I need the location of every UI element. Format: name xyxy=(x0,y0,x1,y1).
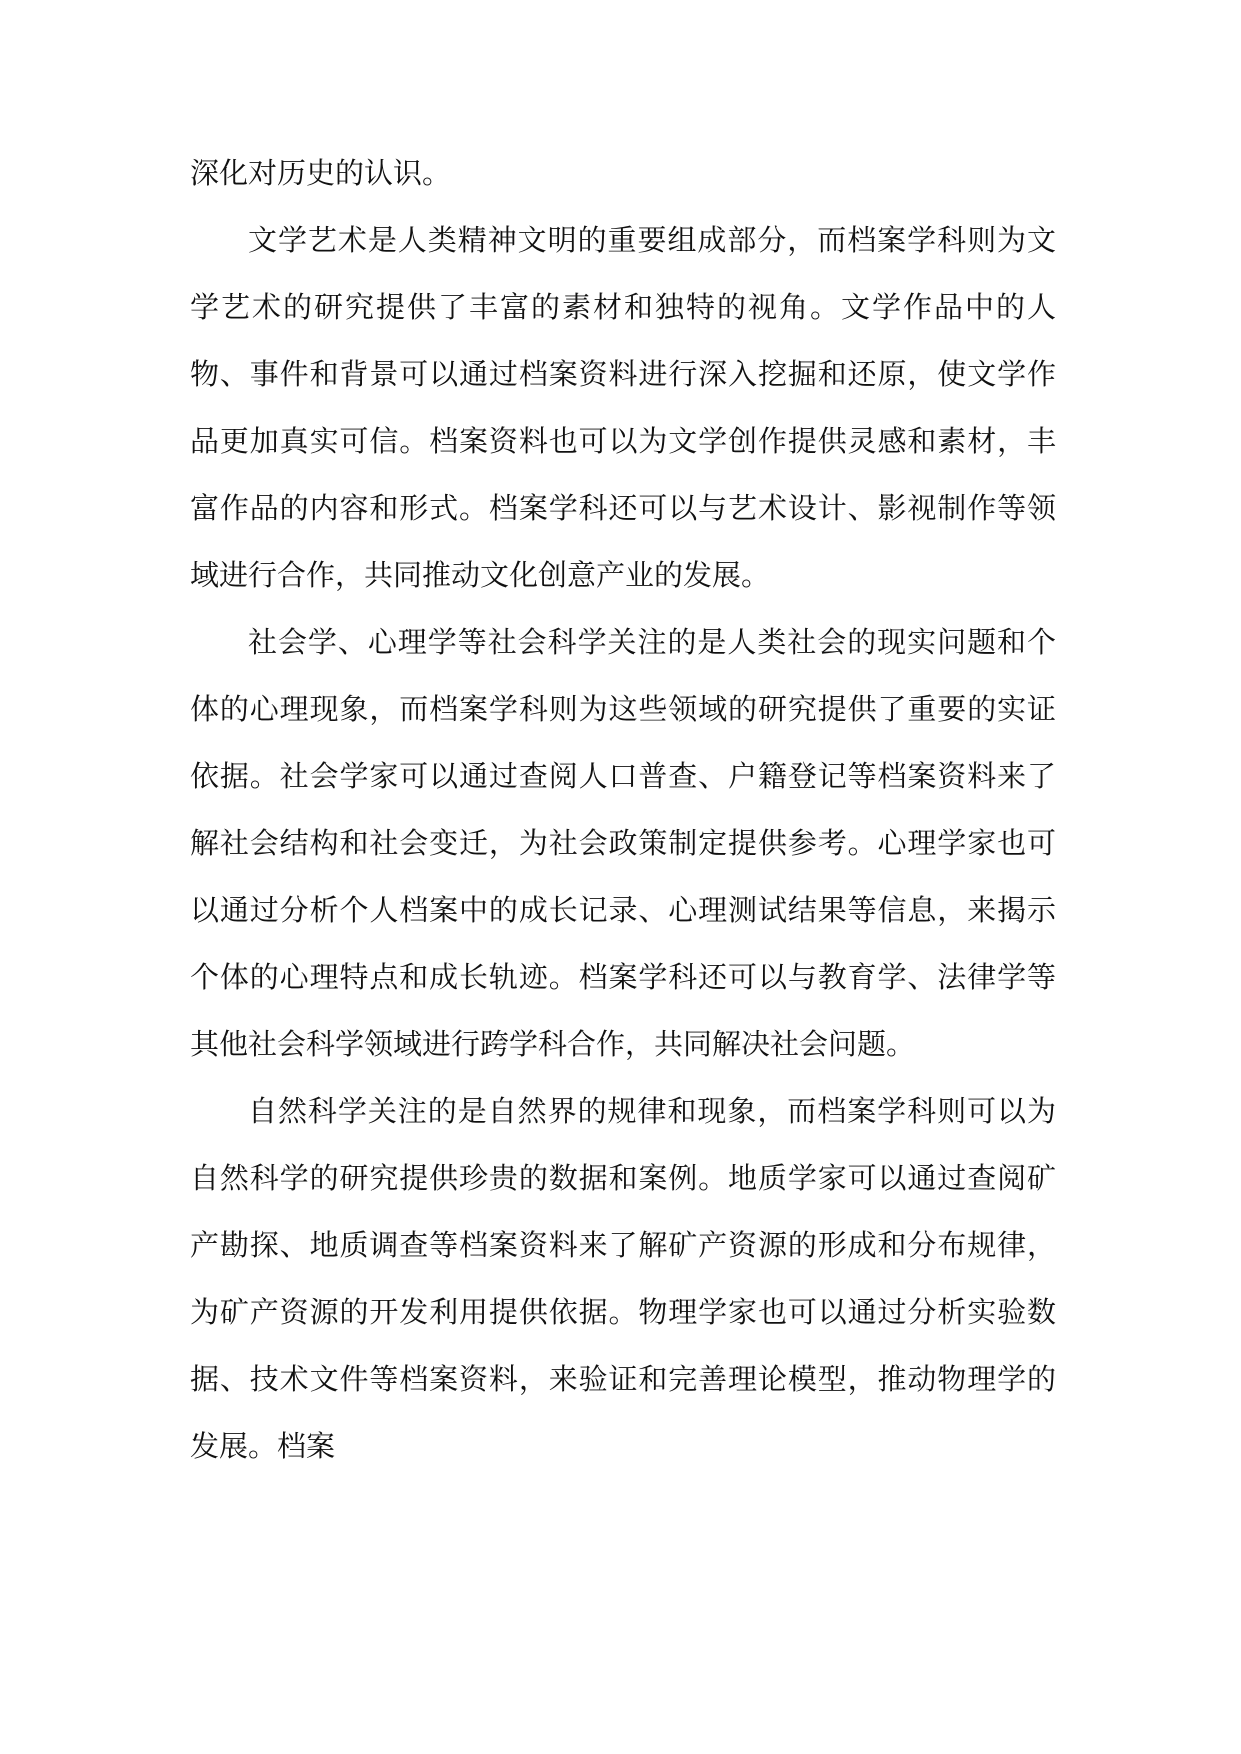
paragraph-literature-art: 文学艺术是人类精神文明的重要组成部分，而档案学科则为文学艺术的研究提供了丰富的素材和独特的视角。文学作品中的人物、事件和背景可以通过档案资料进行深入挖掘和还原，使文学作品更加真实可信。档案资料也可以为文学创作提供灵感和素材，丰富作品的内容和形式。档案学科还可以与艺术设计、影视制作等领域进行合作，共同推动文化创意产业的发展。 xyxy=(190,223,1056,592)
paragraph-social-science: 社会学、心理学等社会科学关注的是人类社会的现实问题和个体的心理现象，而档案学科则为这些领域的研究提供了重要的实证依据。社会学家可以通过查阅人口普查、户籍登记等档案资料来了解社会结构和社会变迁，为社会政策制定提供参考。心理学家也可以通过分析个人档案中的成长记录、心理测试结果等信息，来揭示个体的心理特点和成长轨迹。档案学科还可以与教育学、法律学等其他社会科学领域进行跨学科合作，共同解决社会问题。 xyxy=(190,625,1056,1061)
paragraph-continued: 深化对历史的认识。 xyxy=(190,156,452,190)
body-text xyxy=(190,140,1056,1480)
paragraph-natural-science: 自然科学关注的是自然界的规律和现象，而档案学科则可以为自然科学的研究提供珍贵的数据和案例。地质学家可以通过查阅矿产勘探、地质调查等档案资料来了解矿产资源的形成和分布规律，为矿产资源的开发利用提供依据。物理学家也可以通过分析实验数据、技术文件等档案资料，来验证和完善理论模型，推动物理学的发展。档案 xyxy=(190,1094,1056,1463)
